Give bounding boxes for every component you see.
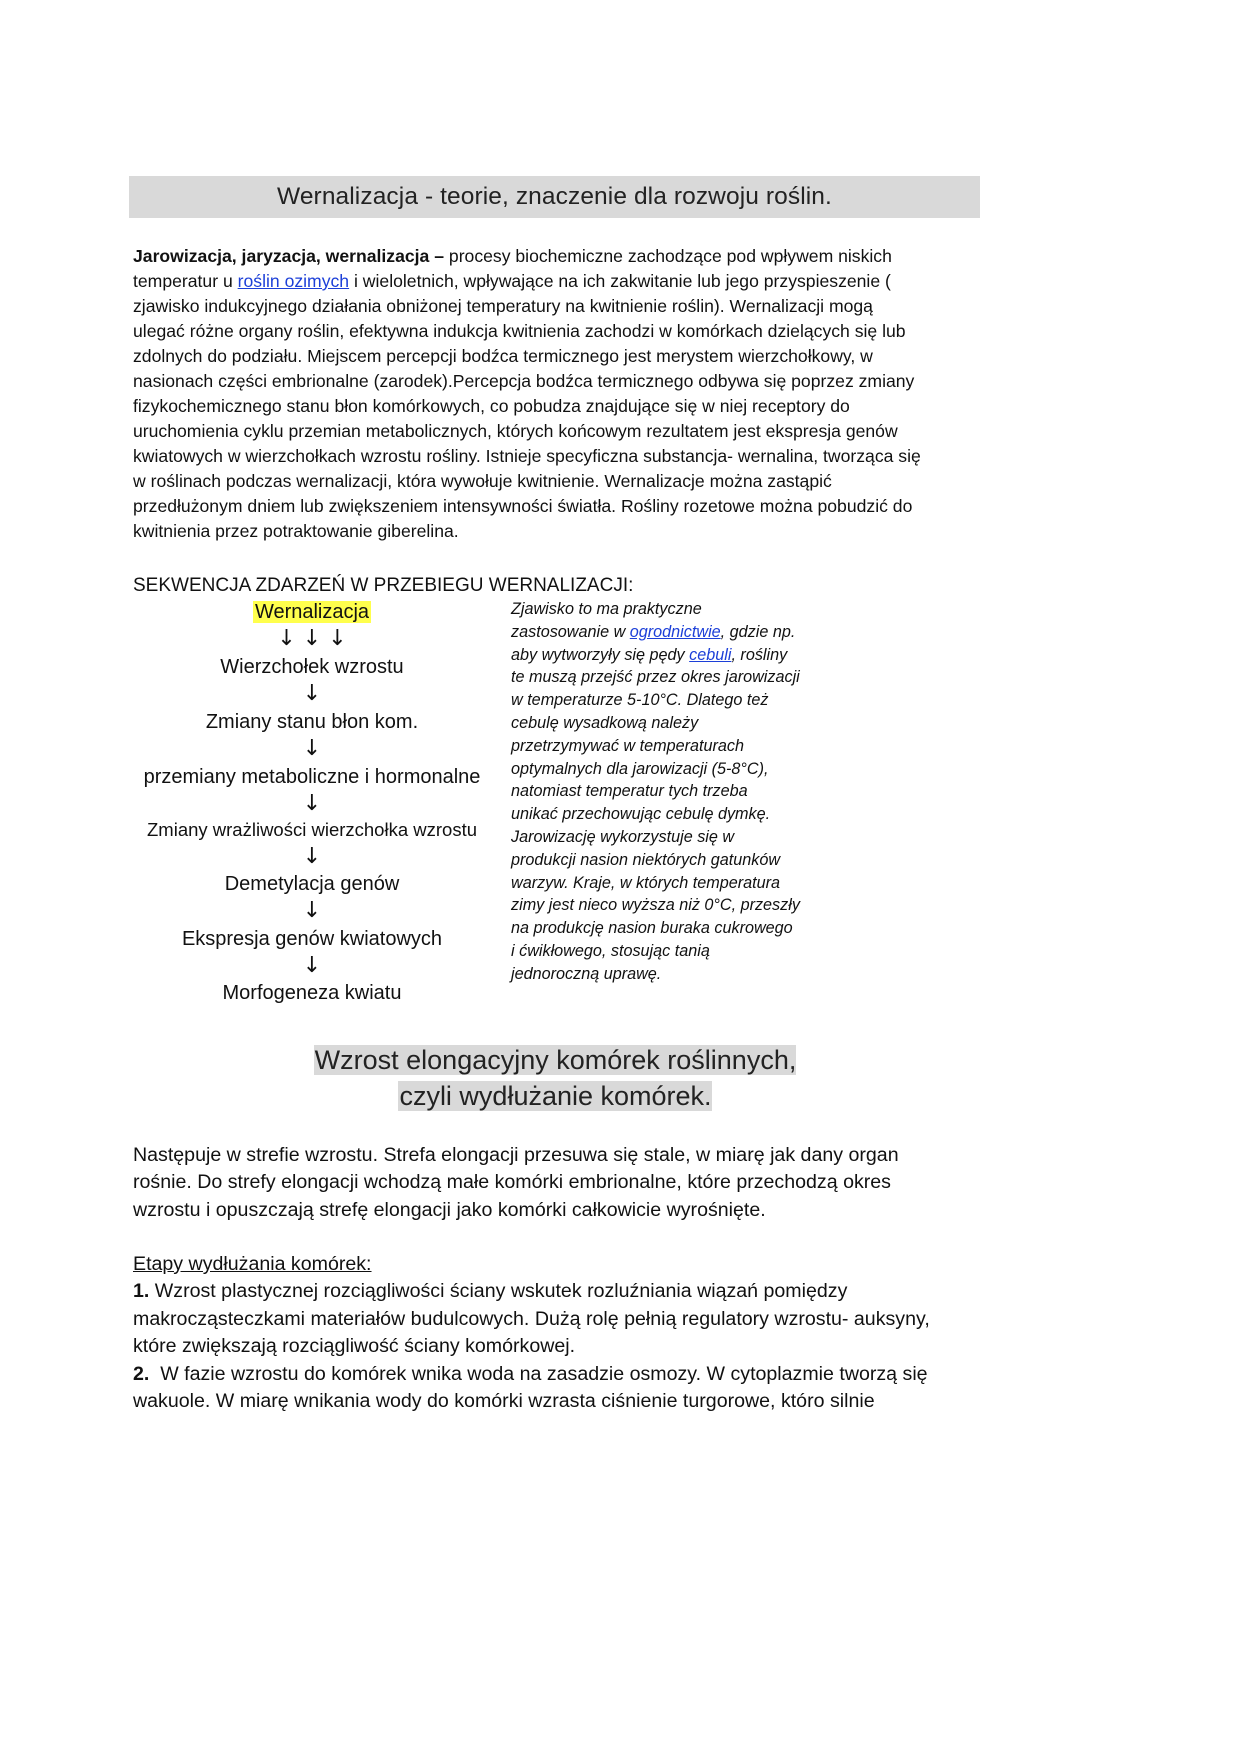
note-line: produkcji nasion niektórych gatunków [511,850,781,869]
note-line: jednoroczną uprawę. [511,964,662,983]
intro-line-1: Jarowizacja, jaryzacja, wernalizacja – procesy biochemiczne zachodzące pod wpływem niskich [133,246,892,266]
intro-line: w roślinach podczas wernalizacji, która wywołuje kwitnienie. Wernalizacje można zastąpić [133,471,832,491]
intro-line: zjawisko indukcyjnego działania obniżonej temperatury na kwitnienie roślin). Wernalizacji mogą [133,296,873,316]
flow-step: Morfogeneza kwiatu [222,982,402,1004]
intro-line: fizykochemicznego stanu błon komórkowych, co pobudza znajdujące się w niej receptory do [133,396,850,416]
note-line: te muszą przejść przez okres jarowizacji [511,668,800,687]
note-line: przetrzymywać w temperaturach [511,736,744,755]
link-rosliny-ozime[interactable]: roślin ozimych [237,271,350,291]
side-note [511,598,841,986]
section-paragraph [133,1142,983,1224]
flow-step-first [122,598,502,626]
note-line: cebulę wysadkową należy [511,713,699,732]
down-arrow-icon: ↓ [302,736,322,761]
para-line: rośnie. Do strefy elongacji wchodzą małe komórki embrionalne, które przechodzą okres [133,1171,891,1194]
highlighted-text: Wernalizacja [254,601,370,623]
flow-step: Ekspresja genów kwiatowych [181,928,443,950]
intro-term: Jarowizacja, jaryzacja, wernalizacja – [133,246,445,266]
flow-step: Demetylacja genów [224,873,400,895]
stage-2-number: 2. [133,1362,150,1385]
flow-step: przemiany metaboliczne i hormonalne [143,766,481,788]
stage-1-line: makrocząsteczkami materiałów budulcowych. Dużą rolę pełnią regulatory wzrostu- auksyny, [133,1307,930,1330]
note-line: zastosowanie w ogrodnictwie, gdzie np. [511,622,796,641]
page-title: Wernalizacja - teorie, znaczenie dla rozwoju roślin. [129,176,980,218]
triple-down-arrow-icon: ↓ ↓ ↓ [277,626,347,651]
flow-step: Wierzchołek wzrostu [220,656,404,678]
stage-1-number: 1. [133,1280,150,1303]
intro-line: nasionach części embrionalne (zarodek).Percepcja bodźca termicznego odbywa się poprzez zmiany [133,371,915,391]
flow-step: Zmiany stanu błon kom. [205,711,419,733]
note-line: unikać przechowując cebulę dymkę. [511,805,771,824]
note-line: natomiast temperatur tych trzeba [511,782,748,801]
note-line: zimy jest nieco wyższa niż 0°C, przeszły [511,896,800,915]
stages-heading: Etapy wydłużania komórek: [133,1253,372,1275]
sequence-heading: SEKWENCJA ZDARZEŃ W PRZEBIEGU WERNALIZACJI: [133,575,634,596]
stage-2-line: 2. W fazie wzrostu do komórek wnika woda na zasadzie osmozy. W cytoplazmie tworzą się [133,1362,928,1385]
note-line: Zjawisko to ma praktyczne [511,600,702,618]
down-arrow-icon: ↓ [302,791,322,816]
down-arrow-icon: ↓ [302,681,322,706]
stage-1-line: które zwiększają rozciągliwość ściany komórkowej. [133,1335,576,1358]
intro-line: kwiatowych w wierzchołkach wzrostu rośliny. Istnieje specyficzna substancja- wernalina, tworząca się [133,446,921,466]
intro-line: ulegać różne organy roślin, efektywna indukcja kwitnienia zachodzi w komórkach dzielących się lub [133,321,906,341]
note-line: Jarowizację wykorzystuje się w [511,827,735,846]
para-line: Następuje w strefie wzrostu. Strefa elongacji przesuwa się stale, w miarę jak dany organ [133,1144,899,1166]
intro-line: uruchomienia cyklu przemian metabolicznych, których końcowym rezultatem jest ekspresja genów [133,421,898,441]
stages-block [133,1251,983,1415]
down-arrow-icon: ↓ [302,898,322,923]
link-cebula[interactable]: cebuli [689,645,732,664]
intro-line: zdolnych do podziału. Miejscem percepcji bodźca termicznego jest merystem wierzchołkowy, w [133,346,873,366]
stage-1-line: 1. Wzrost plastycznej rozciągliwości ściany wskutek rozluźniania wiązań pomiędzy [133,1280,848,1303]
intro-line: przedłużonym dniem lub zwiększeniem intensywności światła. Rośliny rozetowe można pobudzić do [133,496,913,516]
down-arrow-icon: ↓ [302,844,322,869]
para-line: wzrostu i opuszczają strefę elongacji jako komórki całkowicie wyrośnięte. [133,1198,766,1221]
down-arrow-icon: ↓ [302,953,322,978]
stage-2-line: wakuole. W miarę wnikania wody do komórki wzrasta ciśnienie turgorowe, któro silnie [133,1390,875,1413]
note-line: warzyw. Kraje, w których temperatura [511,873,780,892]
note-line: i ćwikłowego, stosując tanią [511,941,710,960]
link-ogrodnictwo[interactable]: ogrodnictwie [629,622,721,641]
note-line: aby wytworzyły się pędy cebuli, rośliny [511,645,788,664]
intro-paragraph [133,244,983,544]
note-line: optymalnych dla jarowizacji (5-8°C), [511,759,769,778]
note-line: na produkcję nasion buraka cukrowego [511,919,793,938]
section-title-line-1: Wzrost elongacyjny komórek roślinnych, [314,1045,797,1075]
section-title-line-2: czyli wydłużanie komórek. [399,1081,712,1111]
flow-step: Zmiany wrażliwości wierzchołka wzrostu [147,819,477,840]
intro-line-2: temperatur u roślin ozimych i wieloletnich, wpływające na ich zakwitanie lub jego przyspieszenie ( [133,271,891,291]
note-line: w temperaturze 5-10°C. Dlatego też [511,691,769,710]
intro-line: kwitnienia przez potraktowanie giberelina. [133,521,459,541]
